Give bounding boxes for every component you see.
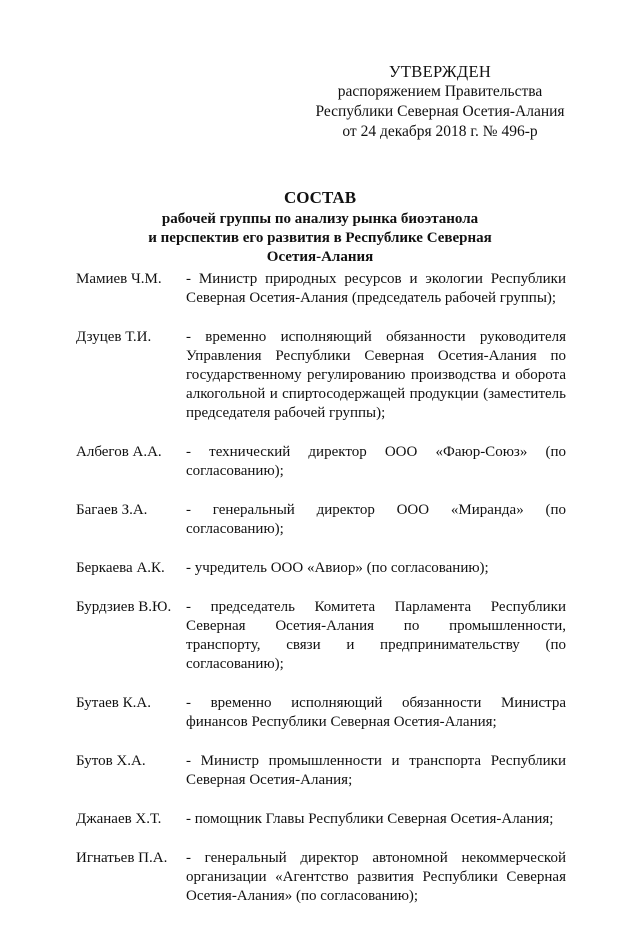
- approval-stamp: [300, 62, 580, 142]
- title-sub-3: Осетия-Алания: [266, 249, 374, 265]
- member-name: Албегов А.А.: [76, 444, 162, 460]
- approval-heading: УТВЕРЖДЕН: [388, 62, 492, 81]
- member-row: [76, 328, 566, 423]
- member-name: Бутов Х.А.: [76, 753, 146, 769]
- member-row: [76, 443, 566, 481]
- approval-line-3: от 24 декабря 2018 г. № 496-р: [342, 123, 538, 140]
- member-role: - генеральный директор ООО «Миранда» (по согласованию);: [186, 502, 566, 537]
- member-name: Бутаев К.А.: [76, 695, 151, 711]
- approval-line-1: распоряжением Правительства: [337, 83, 543, 100]
- member-role: - Министр природных ресурсов и экологии Республики Северная Осетия-Алания (председатель рабочей группы);: [186, 271, 566, 306]
- member-role: - временно исполняющий обязанности Министра финансов Республики Северная Осетия-Алания;: [186, 695, 566, 730]
- member-role: - временно исполняющий обязанности руководителя Управления Республики Северная Осетия-Алания по государственному регулированию производства и оборота алкогольной и спиртосодержащей продукции (заместитель председателя рабочей группы);: [186, 329, 566, 421]
- member-name: Беркаева А.К.: [76, 560, 165, 576]
- member-row: [76, 810, 566, 829]
- member-row: [76, 752, 566, 790]
- member-row: [76, 270, 566, 308]
- member-row: [76, 559, 566, 578]
- member-name: Джанаев Х.Т.: [76, 811, 162, 827]
- member-role: - учредитель ООО «Авиор» (по согласованию);: [186, 560, 489, 576]
- member-row: [76, 598, 566, 674]
- approval-line-2: Республики Северная Осетия-Алания: [315, 103, 565, 120]
- title-sub-1: рабочей группы по анализу рынка биоэтанола: [161, 211, 479, 227]
- members-list: [76, 270, 566, 926]
- document-title: [100, 188, 540, 267]
- member-name: Дзуцев Т.И.: [76, 329, 152, 345]
- member-name: Багаев З.А.: [76, 502, 148, 518]
- member-role: - технический директор ООО «Фаюр-Союз» (по согласованию);: [186, 444, 566, 479]
- member-name: Бурдзиев В.Ю.: [76, 599, 172, 615]
- member-name: Мамиев Ч.М.: [76, 271, 162, 287]
- member-row: [76, 849, 566, 906]
- member-name: Игнатьев П.А.: [76, 850, 168, 866]
- member-role: - председатель Комитета Парламента Республики Северная Осетия-Алания по промышленности, транспорту, связи и предпринимательству (по согласованию);: [186, 599, 566, 672]
- title-main: СОСТАВ: [283, 188, 357, 207]
- title-sub-2: и перспектив его развития в Республике Северная: [148, 230, 492, 246]
- member-row: [76, 501, 566, 539]
- member-role: - генеральный директор автономной некоммерческой организации «Агентство развития Республики Северная Осетия-Алания» (по согласованию);: [186, 850, 566, 904]
- member-row: [76, 694, 566, 732]
- member-role: - помощник Главы Республики Северная Осетия-Алания;: [186, 811, 554, 827]
- member-role: - Министр промышленности и транспорта Республики Северная Осетия-Алания;: [186, 753, 566, 788]
